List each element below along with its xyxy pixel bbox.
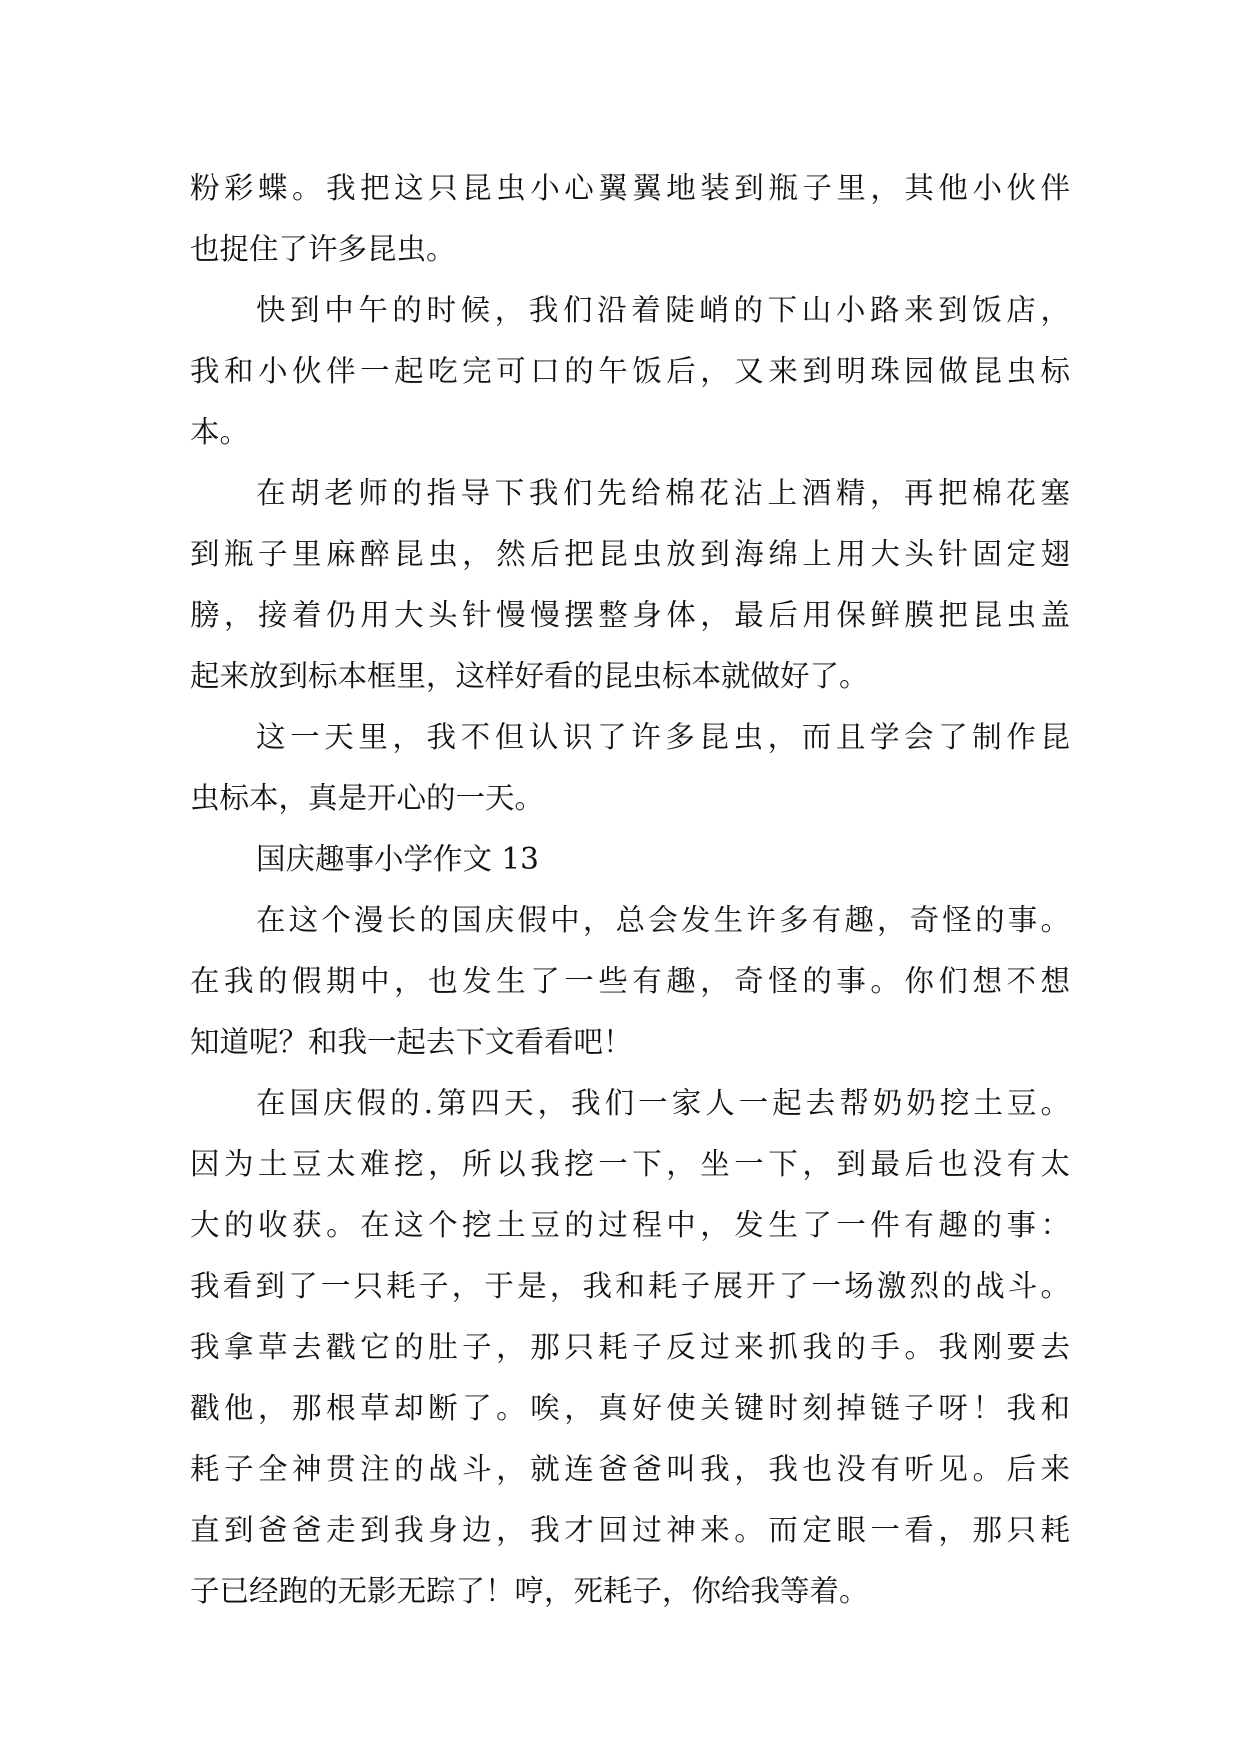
text-line-15: 知道呢？和我一起去下文看看吧！ <box>190 1025 633 1059</box>
text-line-20: 我拿草去戳它的肚子，那只耗子反过来抓我的手。我刚要去 <box>190 1330 1070 1364</box>
text-line-17: 因为土豆太难挖，所以我挖一下，坐一下，到最后也没有太 <box>190 1147 1070 1181</box>
text-line-18: 大的收获。在这个挖土豆的过程中，发生了一件有趣的事： <box>190 1208 1070 1242</box>
text-line-2: 也捉住了许多昆虫。 <box>190 232 456 266</box>
text-line-11: 虫标本，真是开心的一天。 <box>190 781 545 815</box>
text-line-8: 膀，接着仍用大头针慢慢摆整身体，最后用保鲜膜把昆虫盖 <box>190 598 1070 632</box>
section-heading: 国庆趣事小学作文 13 <box>256 842 539 876</box>
text-line-13: 在这个漫长的国庆假中，总会发生许多有趣，奇怪的事。 <box>256 903 1070 937</box>
text-line-5: 本。 <box>190 415 250 449</box>
text-line-1: 粉彩蝶。我把这只昆虫小心翼翼地装到瓶子里，其他小伙伴 <box>190 171 1070 205</box>
text-line-19: 我看到了一只耗子，于是，我和耗子展开了一场激烈的战斗。 <box>190 1269 1070 1303</box>
text-line-6: 在胡老师的指导下我们先给棉花沾上酒精，再把棉花塞 <box>256 476 1070 510</box>
text-line-9: 起来放到标本框里，这样好看的昆虫标本就做好了。 <box>190 659 869 693</box>
text-line-14: 在我的假期中，也发生了一些有趣，奇怪的事。你们想不想 <box>190 964 1070 998</box>
text-line-10: 这一天里，我不但认识了许多昆虫，而且学会了制作昆 <box>256 720 1070 754</box>
text-line-22: 耗子全神贯注的战斗，就连爸爸叫我，我也没有听见。后来 <box>190 1452 1070 1486</box>
text-line-7: 到瓶子里麻醉昆虫，然后把昆虫放到海绵上用大头针固定翅 <box>190 537 1070 571</box>
text-line-4: 我和小伙伴一起吃完可口的午饭后，又来到明珠园做昆虫标 <box>190 354 1070 388</box>
text-line-24: 子已经跑的无影无踪了！哼，死耗子，你给我等着。 <box>190 1574 869 1608</box>
text-line-21: 戳他，那根草却断了。唉，真好使关键时刻掉链子呀！我和 <box>190 1391 1070 1425</box>
text-line-23: 直到爸爸走到我身边，我才回过神来。而定眼一看，那只耗 <box>190 1513 1070 1547</box>
text-line-3: 快到中午的时候，我们沿着陡峭的下山小路来到饭店， <box>256 293 1070 327</box>
document-body <box>190 158 1070 1622</box>
text-line-16: 在国庆假的.第四天，我们一家人一起去帮奶奶挖土豆。 <box>256 1086 1070 1120</box>
